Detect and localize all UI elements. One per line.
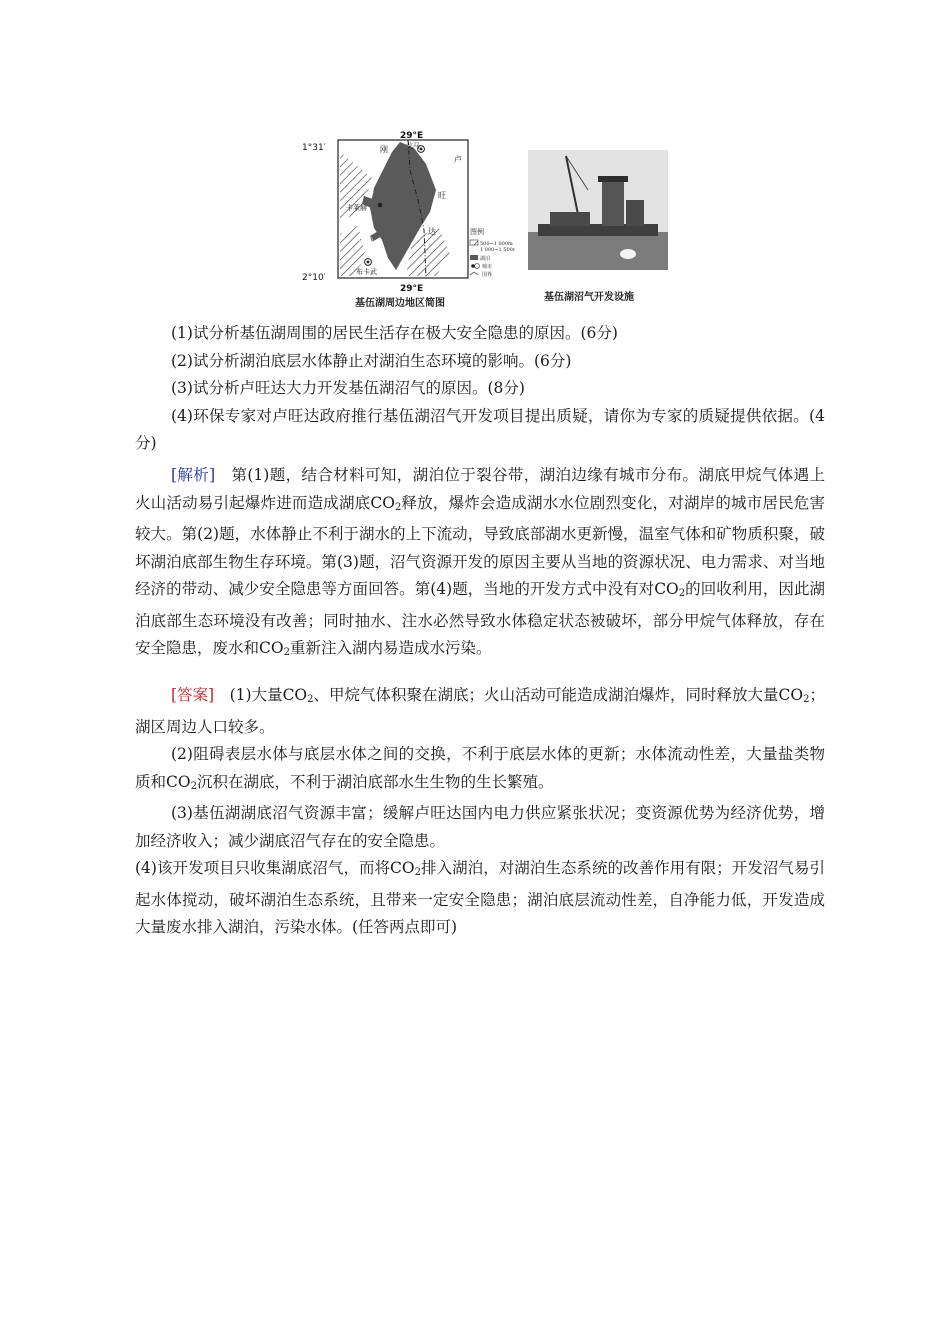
answer-1-text-3: ；湖区周边人口较多。 (135, 686, 825, 736)
label-jin: （金） (354, 236, 378, 245)
lat-bottom-label: 2°10′ (302, 273, 326, 283)
answer-4 (135, 855, 825, 942)
photo-buoy (620, 249, 636, 259)
label-lu: 卢 (454, 155, 462, 164)
analysis-text-1: 第(1)题，结合材料可知，湖泊位于裂谷带，湖泊边缘有城市分布。湖底甲烷气体遇上火山活动易引起爆炸进而造成湖底CO (135, 466, 825, 512)
answer-tag: [答案] (171, 686, 215, 704)
question-list (135, 320, 825, 458)
legend-item2: 1 000~1 500m (480, 247, 515, 253)
photo-tower (602, 180, 624, 226)
answer-1 (135, 682, 825, 741)
subscript: 2 (678, 588, 686, 599)
photo-deck (550, 212, 590, 226)
photo-caption: 基伍湖沼气开发设施 (544, 292, 634, 303)
subscript: 2 (283, 647, 290, 658)
legend-lake: 湖泊 (480, 256, 491, 262)
lon-bottom-label: 29°E (400, 284, 424, 294)
answer-4-text-2: 排入湖泊，对湖泊生态系统的改善作用有限；开发沼气易引起水体搅动，破坏湖泊生态系统，且带来一定安全隐患；湖泊底层流动性差，自净能力低，开发造成大量废水排入湖泊，污染水体。(任答两点即可) (135, 859, 825, 936)
city-bottom-marker-dot (367, 261, 370, 264)
subscript: 2 (414, 867, 421, 878)
photo-tower-top (598, 176, 628, 182)
legend-item1: 500~1 000m (480, 241, 513, 247)
subscript: 2 (394, 501, 402, 513)
lake-kivu-map (300, 130, 515, 309)
answer-4-text-1: (4)该开发项目只收集湖底沼气，而将CO (135, 859, 415, 877)
analysis-section (135, 462, 825, 667)
analysis-text-2: 释放，爆炸会造成湖水水位剧烈变化，对湖岸的城市居民危害较大。第(2)题，水体静止不利于湖水的上下流动，导致底部湖水更新慢，温室气体和矿物质积聚，破坏湖泊底部生物生存环境。第(3)题，沼气资源开发的原因主要从当地的资源状况、电力需求、对当地经济的带动、减少安全隐患等方面回答。第(4)题，当地的开发方式中没有对CO (135, 493, 825, 598)
label-da: 达 (428, 227, 436, 236)
photo-image (528, 150, 668, 270)
label-city-bottom: 布卡武 (356, 268, 377, 276)
question-2: (2)试分析湖泊底层水体静止对湖泊生态环境的影响。(6分) (171, 351, 572, 370)
analysis-paragraph (135, 462, 825, 667)
city-mid-marker (378, 203, 383, 208)
answer-2-text-1: (2)阻碍表层水体与底层水体之间的交换，不利于底层水体的更新；水体流动性差，大量盐类物质和CO (135, 745, 825, 791)
gas-facility-photo (528, 148, 670, 303)
photo-water (528, 232, 668, 270)
answer-section (135, 682, 825, 942)
figure-area (0, 130, 950, 309)
label-gang: 刚 (380, 145, 388, 154)
question-1: (1)试分析基伍湖周围的居民生活存在极大安全隐患的原因。(6分) (171, 324, 618, 342)
legend-lake-swatch (470, 255, 478, 260)
map-graphic (300, 130, 515, 305)
subscript: 2 (307, 694, 314, 705)
legend-city-dot (471, 264, 475, 268)
question-4: (4)环保专家对卢旺达政府推行基伍湖沼气开发项目提出质疑，请你为专家的质疑提供依据。(4分) (135, 406, 825, 452)
answer-1-text-2: 、甲烷气体积聚在湖底；火山活动可能造成湖泊爆炸，同时释放大量CO (313, 686, 804, 704)
subscript: 2 (190, 780, 197, 792)
subscript: 2 (803, 694, 810, 705)
answer-1-text-1: (1)大量CO (214, 686, 308, 704)
legend-title: 图例 (470, 228, 484, 236)
legend-hatch-swatch (470, 240, 478, 245)
legend-border: 国界 (482, 272, 493, 278)
analysis-text-3: 的回收利用，因此湖泊底部生态环境没有改善；同时抽水、注水必然导致水体稳定状态被破坏，部分甲烷气体释放，存在安全隐患，废水和CO (135, 580, 825, 657)
legend-border-swatch (470, 272, 478, 275)
label-wang: 旺 (438, 191, 446, 200)
label-guo: 果 (366, 185, 374, 194)
answer-2-text-2: 沉积在湖底，不利于湖泊底部水生生物的生长繁殖。 (196, 772, 554, 791)
photo-building (626, 200, 644, 226)
lon-top-label: 29°E (400, 131, 424, 141)
analysis-tag: [解析] (171, 466, 216, 484)
question-3: (3)试分析卢旺达大力开发基伍湖沼气的原因。(8分) (171, 379, 525, 397)
legend-city-ring (475, 264, 480, 269)
legend-city: 城市 (482, 264, 493, 270)
map-caption: 基伍湖周边地区简图 (355, 298, 445, 309)
map-legend (470, 227, 515, 278)
answer-3: (3)基伍湖湖底沼气资源丰富；缓解卢旺达国内电力供应紧张状况；变资源优势为经济优势，增加经济收入；减少湖底沼气存在的安全隐患。 (135, 804, 825, 850)
label-city-top: 戈马 (406, 142, 420, 150)
city-top-marker-dot (420, 148, 423, 151)
label-city-mid: 卡莱赫 (346, 204, 367, 212)
answer-2 (135, 741, 825, 800)
analysis-text-4: 重新注入湖内易造成水污染。 (289, 639, 492, 657)
lat-top-label: 1°31′ (302, 143, 326, 153)
